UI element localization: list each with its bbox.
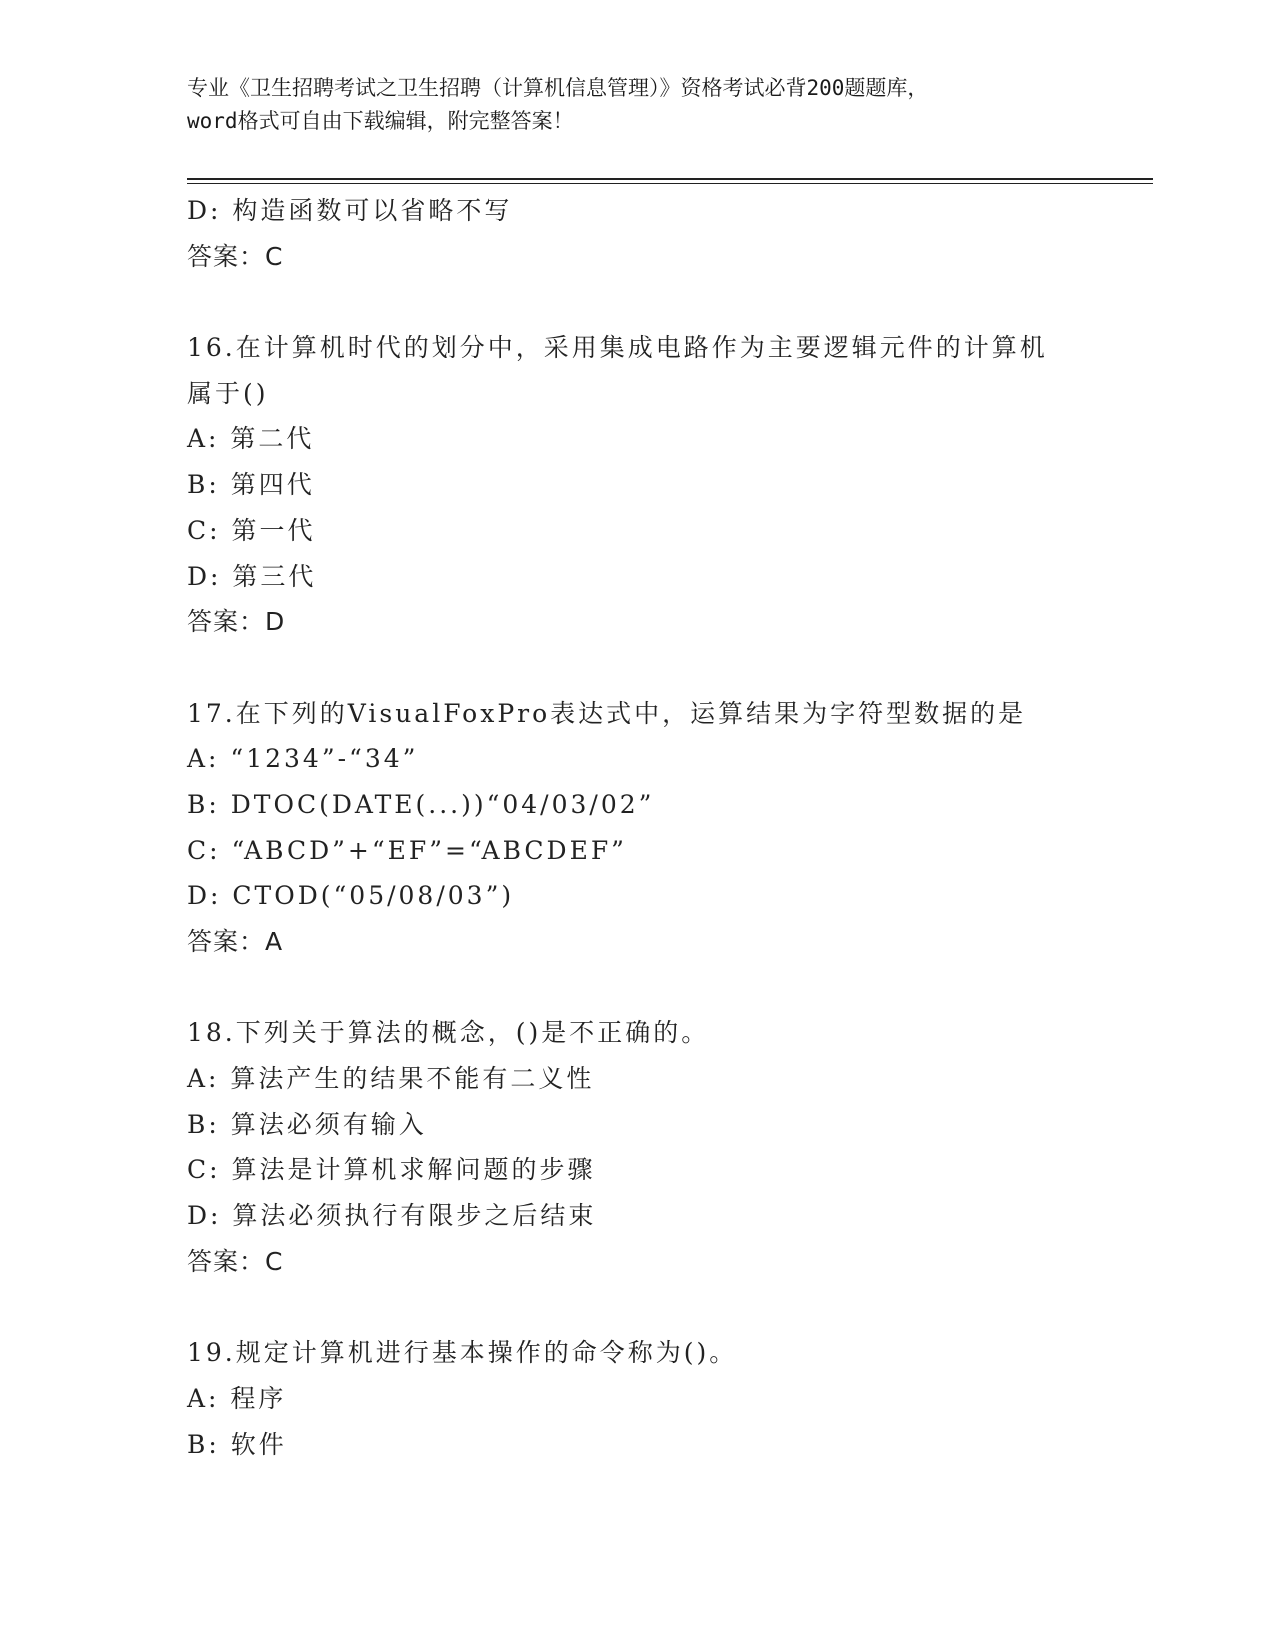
spacer xyxy=(187,645,1107,691)
option-b: B: DTOC(DATE(...))“04/03/02” xyxy=(187,789,655,819)
answer-line: 答案：C xyxy=(187,1246,284,1276)
option-a: A: 程序 xyxy=(187,1383,287,1413)
answer-line: 答案：A xyxy=(187,927,284,956)
question-18 xyxy=(187,1010,1107,1284)
header-divider-thick xyxy=(187,178,1153,180)
question-stem-continued: 属于() xyxy=(187,378,269,408)
option-a: A: “1234”-“34” xyxy=(187,744,419,774)
question-stem: 19.规定计算机进行基本操作的命令称为()。 xyxy=(187,1338,738,1368)
option-d: D: 算法必须执行有限步之后结束 xyxy=(187,1201,597,1231)
option-a: A: 第二代 xyxy=(187,424,315,454)
spacer xyxy=(187,1285,1107,1331)
option-d: D: 构造函数可以省略不写 xyxy=(187,196,513,225)
option-c: C: “ABCD”+“EF”=“ABCDEF” xyxy=(187,835,627,865)
option-a: A: 算法产生的结果不能有二义性 xyxy=(187,1064,595,1094)
question-16 xyxy=(187,325,1107,645)
answer-line: 答案：D xyxy=(187,607,286,637)
question-stem: 18.下列关于算法的概念，()是不正确的。 xyxy=(187,1018,710,1048)
question-stem: 16.在计算机时代的划分中，采用集成电路作为主要逻辑元件的计算机 xyxy=(187,333,1048,363)
question-17 xyxy=(187,691,1107,965)
spacer xyxy=(187,965,1107,1011)
option-b: B: 算法必须有输入 xyxy=(187,1109,427,1139)
header-title-line-1: 专业《卫生招聘考试之卫生招聘（计算机信息管理）》资格考试必背200题题库， xyxy=(187,76,929,100)
question-stem: 17.在下列的VisualFoxPro表达式中，运算结果为字符型数据的是 xyxy=(187,698,1027,728)
option-d: D: 第三代 xyxy=(187,561,317,591)
header-title-line-2: word格式可自由下载编辑，附完整答案！ xyxy=(187,109,574,133)
option-b: B: 第四代 xyxy=(187,470,315,500)
option-c: C: 算法是计算机求解问题的步骤 xyxy=(187,1155,596,1185)
document-header xyxy=(187,72,1087,138)
question-19 xyxy=(187,1330,1107,1467)
header-divider-thin xyxy=(187,183,1153,184)
question-15-tail xyxy=(187,188,1107,279)
option-d: D: CTOD(“05/08/03”) xyxy=(187,881,515,911)
option-b: B: 软件 xyxy=(187,1429,287,1459)
question-list xyxy=(187,188,1107,1467)
option-c: C: 第一代 xyxy=(187,515,316,545)
answer-line: 答案：C xyxy=(187,241,284,271)
spacer xyxy=(187,279,1107,325)
